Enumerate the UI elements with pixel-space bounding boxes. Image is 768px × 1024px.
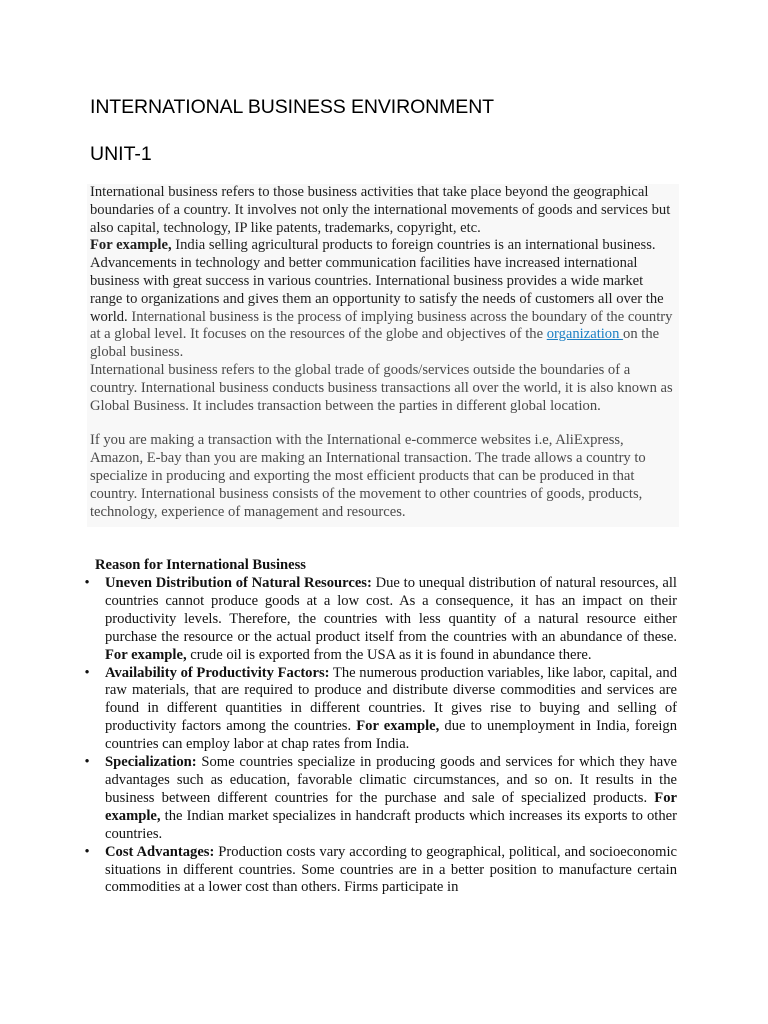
intro-paragraph-3: International business refers to the global trade of goods/services outside the boundaries of a country. International business conducts business transactions all over the world, it is also known as Global Business. It includes transaction between the parties in different global location. [90,361,673,414]
list-item [82,575,677,665]
reason-example-label: For example, [105,646,187,663]
intro-paragraph-4: If you are making a transaction with the International e-commerce websites i.e, AliExpress, Amazon, E-bay than you are making an International transaction. The trade allows a country to specialize in producing and exporting the most efficient products that can be produced in that country. International business consists of the movement to other countries of goods, products, technology, experience of management and resources. [90,432,646,520]
reason-example-label: For example, [105,789,677,824]
unit-heading: UNIT-1 [90,143,152,165]
intro-paragraph-2 [90,237,679,362]
reasons-heading: Reason for International Business [95,557,306,573]
list-item [82,844,677,898]
paragraph-gap [90,415,679,432]
reason-text: Due to unequal distribution of natural resources, all countries cannot produce goods at a low cost. As a consequence, it has an impact on their productivity levels. Therefore, the countries with less quantity of a natural resource either purchase the resource or the actual product itself from the countries with an abundance of these. [105,575,677,645]
reason-text: Production costs vary according to geographical, political, and socioeconomic situations in different countries. Some countries are in a better position to manufacture certain commodities at a lower cost than others. Firms participate in [105,843,677,896]
reason-text: The numerous production variables, like labor, capital, and raw materials, that are required to produce and distribute diverse commodities and services are found in different quantities in different countries. It gives rise to buying and selling of productivity factors among the countries. [105,664,677,735]
bullet-icon: • [84,843,90,860]
reason-title: Availability of Productivity Factors: [105,664,330,681]
intro-paragraph-2-end: on the global business. [90,326,660,361]
reason-title: Uneven Distribution of Natural Resources: [105,575,372,591]
intro-example-label: For example, [90,237,172,254]
intro-paragraph-1: International business refers to those business activities that take place beyond the geographical boundaries of a country. It involves not only the international movements of goods and services but also capital, technology, IP like patents, trademarks, copyright, etc. [90,184,671,236]
bullet-icon: • [84,575,90,591]
bullet-icon: • [84,664,90,681]
reason-title: Specialization: [105,754,197,771]
document-title: INTERNATIONAL BUSINESS ENVIRONMENT [90,96,494,118]
intro-block [87,184,679,527]
reason-example-label: For example, [356,718,440,735]
intro-paragraph-2-definition: International business is the process of implying business across the boundary of the country at a global level. It focuses on the resources of the globe and objectives of the [90,308,673,343]
reason-example-text: due to unemployment in India, foreign countries can employ labor at chap rates from India. [105,718,677,753]
list-item [82,665,677,755]
reason-example-text: the Indian market specializes in handcraft products which increases its exports to other countries. [105,807,677,842]
reason-text: Some countries specialize in producing goods and services for which they have advantages such as education, favorable climatic circumstances, and so on. It results in the business between different countries for the purchase and sale of specialized products. [105,754,677,806]
organization-link[interactable]: organization [546,326,624,343]
reasons-list [82,575,677,897]
bullet-icon: • [84,754,90,771]
list-item [82,754,677,844]
intro-paragraph-2-text: India selling agricultural products to foreign countries is an international business. Advancements in technology and better communication facilities have increased international business with great success in various countries. International business provides a wide market range to organizations and gives them an opportunity to satisfy the needs of customers all over the world. [90,237,664,325]
reason-title: Cost Advantages: [105,843,215,860]
reason-example-text: crude oil is exported from the USA as it is found in abundance there. [186,646,592,663]
